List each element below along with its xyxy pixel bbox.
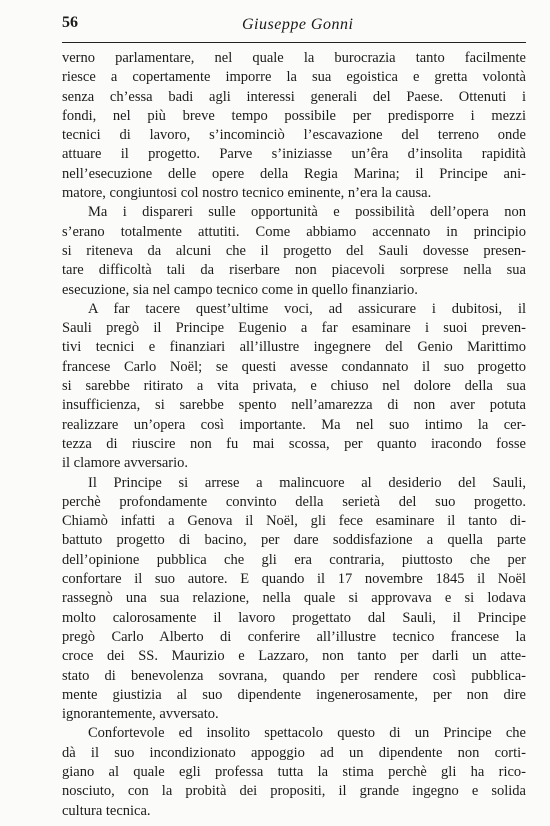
text-line: cultura tecnica. [62,802,151,819]
text-line: molto calorosamente il lavoro progettato dal Sauli, il Principe [62,609,526,626]
text-line: Sauli pregò il Principe Eugenio a far esaminare i suoi preven- [62,320,526,337]
text-line: tezza di riuscire non fu mai scossa, per quanto iracondo fosse [62,435,526,452]
text-line: verno parlamentare, nel quale la burocrazia tanto facilmente [62,50,526,66]
text-line: insufficienza, si sarebbe spento nell’amarezza di non aver potuta [62,397,526,414]
text-line: mente giustizia al suo dipendente ingenerosamente, per non dire [62,686,526,703]
text-line: dà il suo incondizionato appoggio ad un dipendente non corti- [62,744,526,761]
text-line: tivi tecnici e finanziari all’illustre ingegnere del Genio Marittimo [62,339,526,356]
text-line: rassegnò una sua relazione, nella quale si approvava e si lodava [62,590,526,607]
text-line: tecnici di lavoro, s’incominciò l’escavazione del terreno onde [62,127,526,144]
text-line: si sarebbe ritirato a vita privata, e chiuso nel dolore della sua [62,378,526,395]
text-line: riesce a copertamente imporre la sua egoistica e gretta volontà [62,69,526,86]
running-title: Giuseppe Gonni [242,16,354,33]
text-line: confortare il suo autore. E quando il 17 novembre 1845 il Noël [62,571,526,588]
text-line: il clamore avversario. [62,455,189,472]
text-line: senza ch’essa badi agli interessi generali del Paese. Ottenuti i [62,88,526,105]
text-line: realizzare un’opera così importante. Ma nel suo intimo la cer- [62,416,526,433]
text-line: Chiamò infatti a Genova il Noël, gli fece esaminare il tanto di- [62,513,526,530]
text-line: croce dei SS. Maurizio e Lazzaro, non tanto per darli un atte- [62,648,526,665]
text-line: nell’esecuzione delle opere della Regia Marina; il Principe ani- [62,165,526,182]
page-number: 56 [62,14,78,31]
text-line: A far tacere quest’ultime voci, ad assicurare i dubitosi, il [88,300,526,317]
text-line: dell’opinione pubblica che gli era contraria, piuttosto che per [62,551,526,568]
header-rule [62,42,526,43]
text-line: esecuzione, sia nel campo tecnico come in quello finanziario. [62,281,418,298]
page-header [62,14,526,38]
text-line: Il Principe si arrese a malincuore al desiderio del Sauli, [88,474,526,491]
text-line: tare difficoltà tali da riserbare non piacevoli sorprese nella sua [62,262,526,279]
text-line: nosciuto, con la probità dei propositi, il grande ingegno e solida [62,783,526,800]
text-line: s’erano totalmente attutiti. Come abbiamo accennato in principio [62,223,526,240]
body-text [62,49,526,821]
text-line: fondi, nel più breve tempo possibile per predisporre i mezzi [62,107,526,124]
text-line: Ma i dispareri sulle opportunità e possibilità dell’opera non [88,204,526,221]
text-line: attuare il progetto. Parve s’iniziasse un’êra d’insolita rapidità [62,146,526,163]
text-line: giano al quale egli professa tutta la stima perchè gli ha rico- [62,763,526,780]
text-line: si riteneva da alcuni che il progetto del Sauli dovesse presen- [62,242,526,259]
text-line: matore, congiuntosi col nostro tecnico eminente, n’era la causa. [62,185,432,202]
text-line: battuto progetto di bacino, per dare soddisfazione a quella parte [62,532,526,549]
text-line: francese Carlo Noël; se questi avesse condannato il suo progetto [62,358,526,375]
text-line: ignorantemente, avversato. [62,706,219,723]
text-line: Confortevole ed insolito spettacolo questo di un Principe che [88,725,526,742]
text-line: pregò Carlo Alberto di conferire all’illustre tecnico francese la [62,628,526,645]
text-line: perchè profondamente convinto della serietà del suo progetto. [62,493,526,510]
text-line: stato di benevolenza sovrana, quando per rendere così pubblica- [62,667,526,684]
